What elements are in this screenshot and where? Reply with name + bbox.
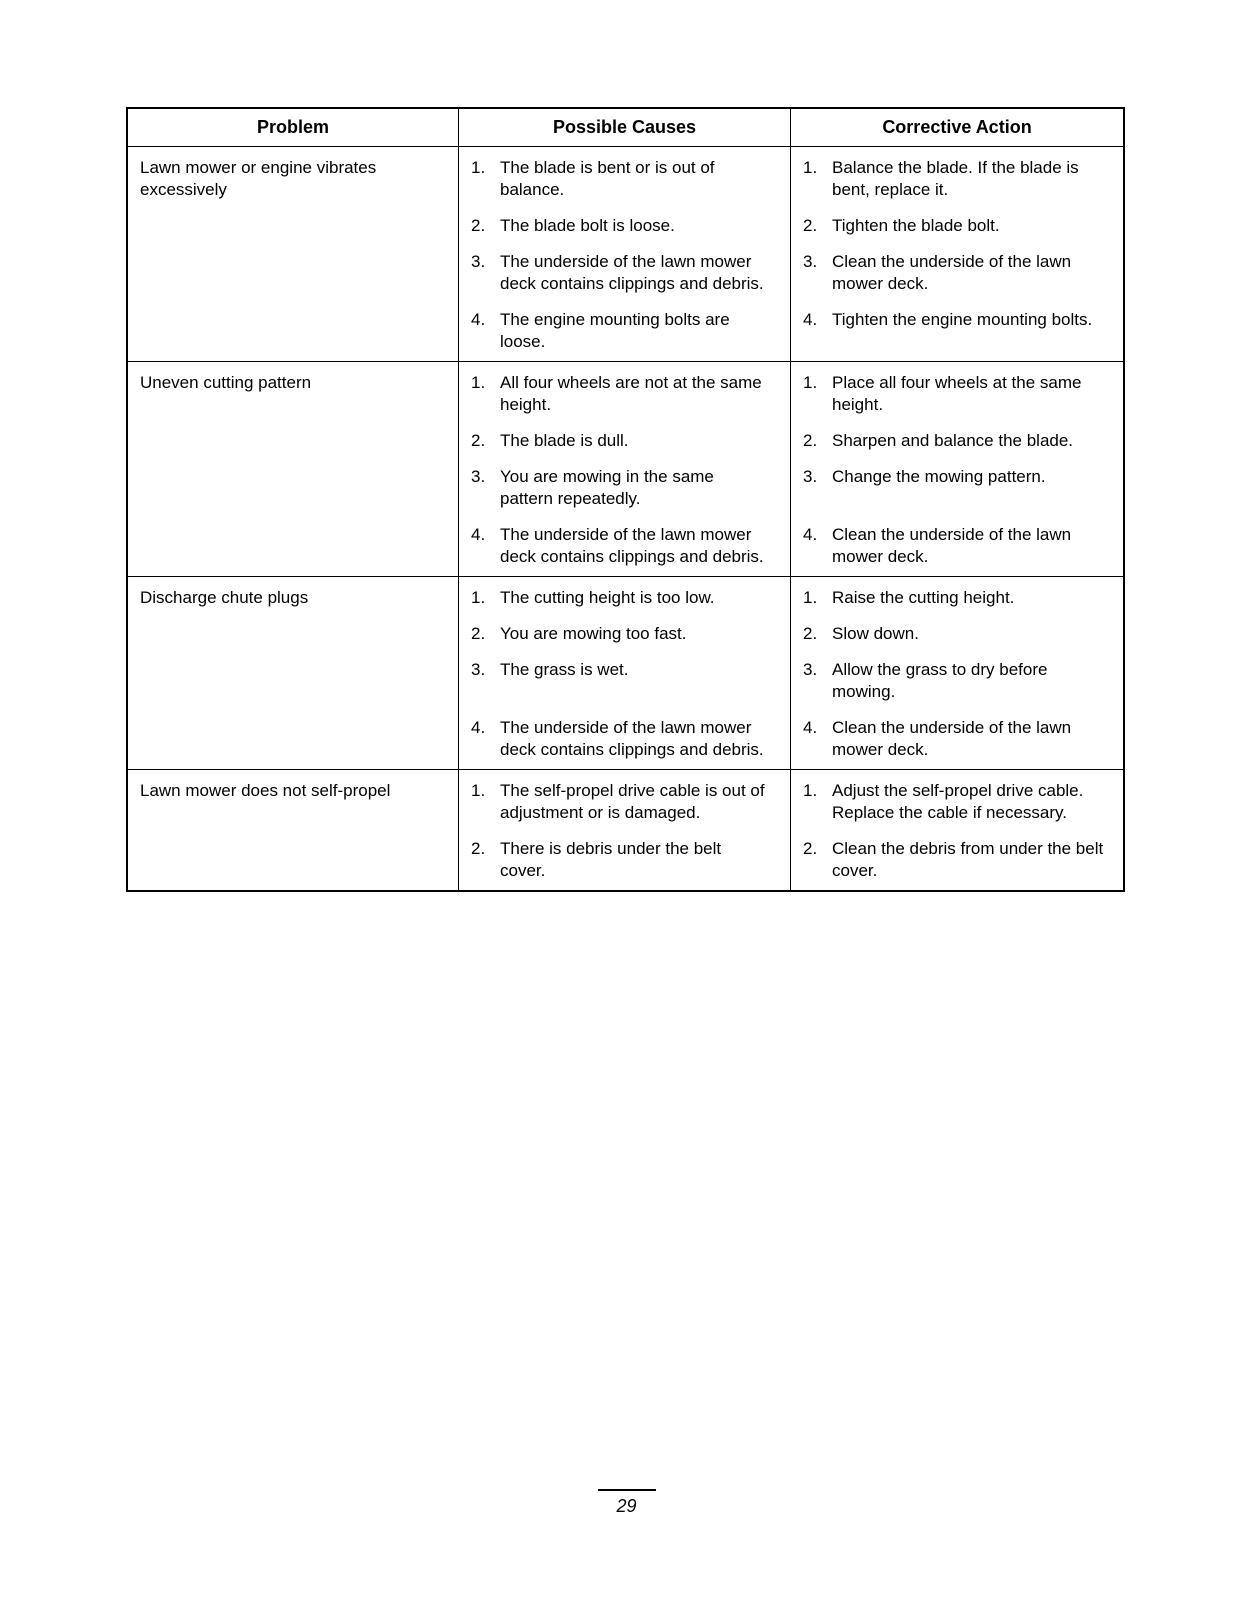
cause-text: The blade is bent or is out of balance. [500,158,715,199]
action-text: Allow the grass to dry before mowing. [832,660,1048,701]
action-text: Raise the cutting height. [832,588,1015,607]
list-number: 3. [803,252,818,271]
cause-cell [459,209,791,245]
list-number: 4. [471,525,486,544]
cause-cell [459,518,791,576]
cause-text: You are mowing too fast. [500,624,687,643]
table-row [128,769,1123,890]
cause-action-pair [459,832,1123,890]
cause-text: The underside of the lawn mower deck contains clippings and debris. [500,525,764,566]
table-row [128,361,1123,576]
action-text: Tighten the blade bolt. [832,216,1000,235]
list-number: 4. [471,310,486,329]
cause-text: All four wheels are not at the same height. [500,373,762,414]
troubleshooting-table [126,107,1125,892]
cause-cell [459,653,791,711]
list-number: 1. [471,373,486,392]
problem-cell [128,147,459,361]
action-text: Clean the underside of the lawn mower deck. [832,718,1072,759]
cause-action-pairs [459,770,1123,890]
action-text: Tighten the engine mounting bolts. [832,310,1093,329]
cause-cell [459,617,791,653]
action-cell [791,617,1123,653]
cause-text: The cutting height is too low. [500,588,715,607]
problem-text: Lawn mower does not self-propel [140,781,391,800]
cause-action-pair [459,460,1123,518]
action-cell [791,245,1123,303]
action-cell [791,362,1123,424]
action-text: Slow down. [832,624,919,643]
cause-action-pair [459,362,1123,424]
table-body [128,146,1123,890]
cause-cell [459,362,791,424]
action-text: Change the mowing pattern. [832,467,1046,486]
column-header-corrective-action: Corrective Action [882,117,1032,137]
action-text: Clean the underside of the lawn mower deck. [832,252,1072,293]
cause-cell [459,577,791,617]
cause-cell [459,711,791,769]
action-cell [791,147,1123,209]
list-number: 1. [803,158,818,177]
list-number: 2. [803,624,818,643]
cause-action-pair [459,245,1123,303]
problem-cell [128,577,459,769]
cause-cell [459,424,791,460]
cause-text: The blade is dull. [500,431,629,450]
list-number: 3. [803,467,818,486]
cause-action-pair [459,770,1123,832]
action-cell [791,209,1123,245]
cause-action-pairs [459,577,1123,769]
action-text: Balance the blade. If the blade is bent, replace it. [832,158,1079,199]
list-number: 3. [471,660,486,679]
action-cell [791,303,1123,361]
footer-rule [598,1489,656,1491]
column-header-possible-causes: Possible Causes [459,109,791,146]
cause-cell [459,147,791,209]
cause-action-pair [459,209,1123,245]
cause-cell [459,245,791,303]
list-number: 4. [803,310,818,329]
cause-action-pair [459,617,1123,653]
cause-text: The underside of the lawn mower deck contains clippings and debris. [500,718,764,759]
cause-cell [459,832,791,890]
list-number: 2. [471,624,486,643]
list-number: 2. [803,839,818,858]
list-number: 2. [471,839,486,858]
column-header-problem: Problem [128,109,459,146]
cause-cell [459,303,791,361]
cause-text: There is debris under the belt cover. [500,839,722,880]
list-number: 1. [803,781,818,800]
list-number: 3. [803,660,818,679]
cause-text: The engine mounting bolts are loose. [500,310,730,351]
list-number: 3. [471,252,486,271]
cause-action-pair [459,711,1123,769]
table-row [128,576,1123,769]
action-cell [791,832,1123,890]
problem-cell [128,770,459,890]
cause-text: You are mowing in the same pattern repeatedly. [500,467,714,508]
cause-action-pairs [459,147,1123,361]
list-number: 4. [803,718,818,737]
action-cell [791,577,1123,617]
cause-action-pair [459,653,1123,711]
action-cell [791,711,1123,769]
action-text: Adjust the self-propel drive cable. Replace the cable if necessary. [832,781,1084,822]
problem-cell [128,362,459,576]
list-number: 2. [803,431,818,450]
cause-action-pair [459,577,1123,617]
list-number: 1. [471,588,486,607]
action-text: Place all four wheels at the same height. [832,373,1082,414]
problem-text: Discharge chute plugs [140,588,309,607]
table-header-row [128,109,1123,146]
cause-action-pair [459,518,1123,576]
cause-text: The underside of the lawn mower deck contains clippings and debris. [500,252,764,293]
problem-text: Uneven cutting pattern [140,373,312,392]
list-number: 2. [803,216,818,235]
action-cell [791,770,1123,832]
list-number: 1. [471,158,486,177]
cause-cell [459,460,791,518]
action-cell [791,424,1123,460]
list-number: 3. [471,467,486,486]
cause-text: The blade bolt is loose. [500,216,675,235]
cause-action-pairs [459,362,1123,576]
page-number: 29 [616,1496,637,1516]
list-number: 1. [803,373,818,392]
list-number: 1. [803,588,818,607]
cause-action-pair [459,147,1123,209]
table-row [128,146,1123,361]
list-number: 4. [471,718,486,737]
cause-action-pair [459,303,1123,361]
problem-text: Lawn mower or engine vibrates excessively [140,158,377,199]
action-text: Clean the debris from under the belt cover. [832,839,1104,880]
cause-text: The grass is wet. [500,660,629,679]
page-footer [0,1489,1237,1516]
list-number: 1. [471,781,486,800]
action-text: Clean the underside of the lawn mower deck. [832,525,1072,566]
list-number: 2. [471,431,486,450]
cause-text: The self-propel drive cable is out of adjustment or is damaged. [500,781,765,822]
list-number: 2. [471,216,486,235]
action-cell [791,518,1123,576]
action-cell [791,460,1123,518]
action-cell [791,653,1123,711]
cause-cell [459,770,791,832]
list-number: 4. [803,525,818,544]
action-text: Sharpen and balance the blade. [832,431,1074,450]
cause-action-pair [459,424,1123,460]
